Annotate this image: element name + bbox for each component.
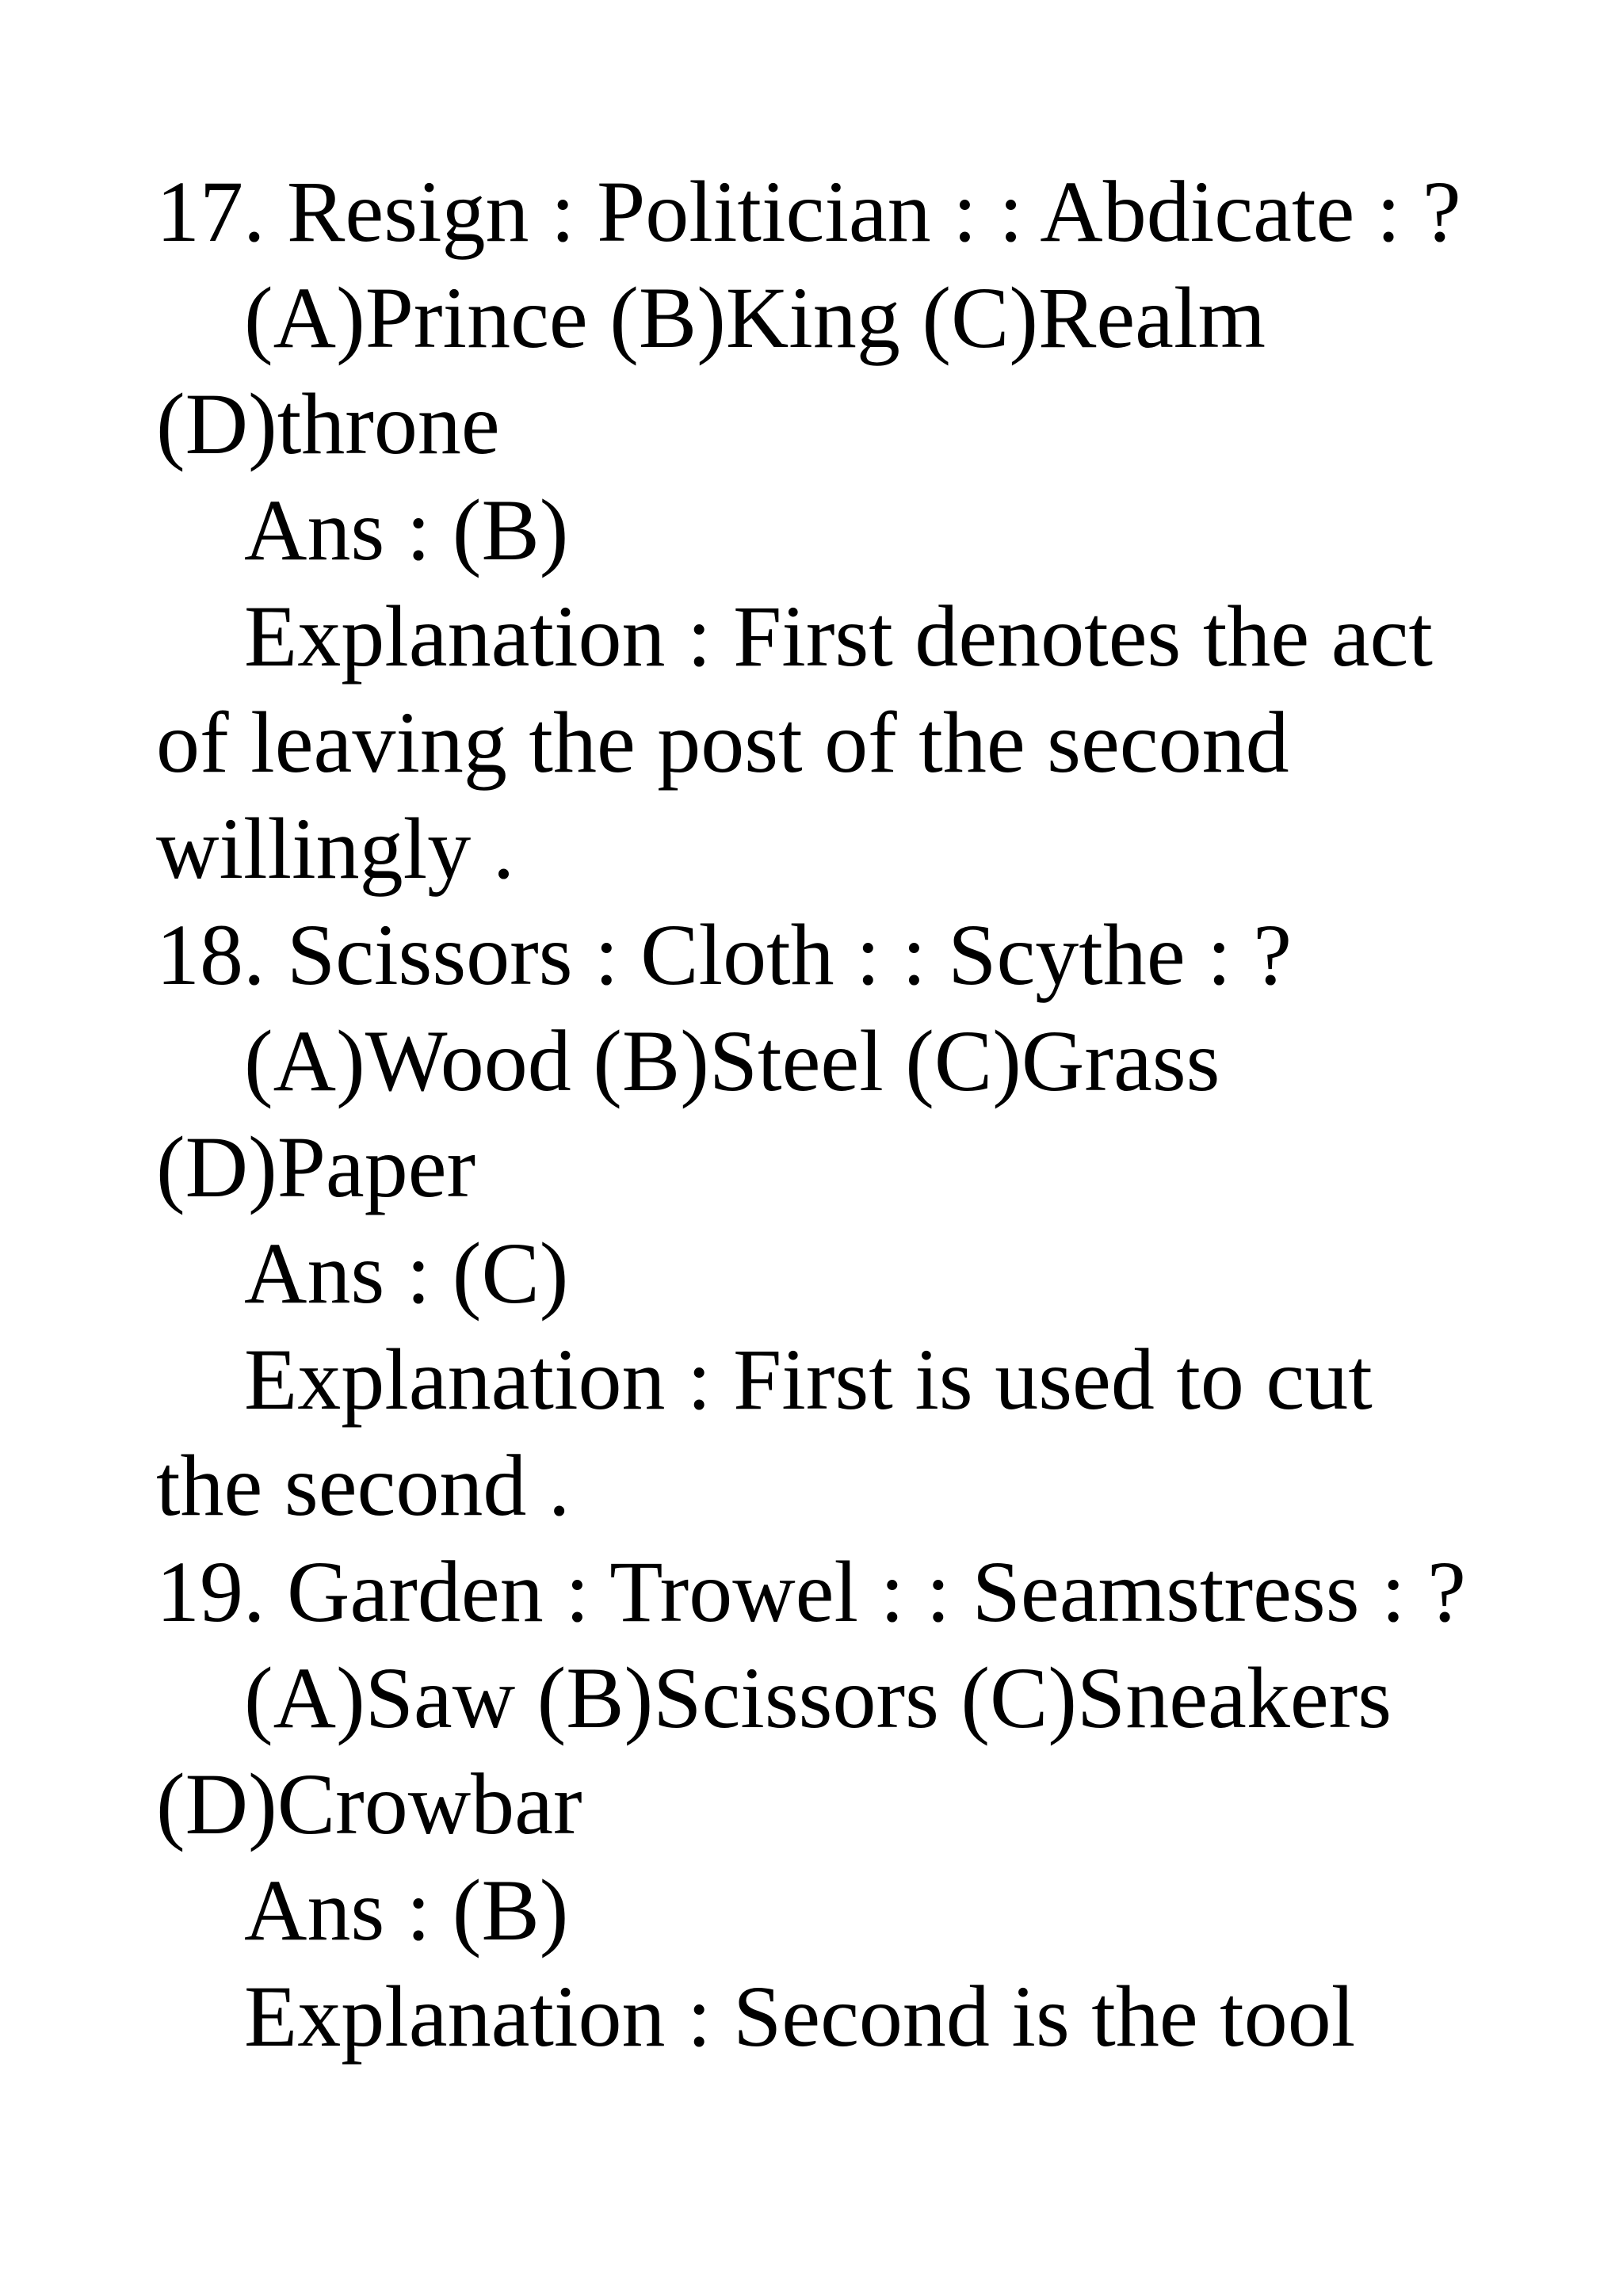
question-19-text: 19. Garden : Trowel : : Seamstress : ? <box>156 1543 1466 1640</box>
question-18-answer: Ans : (C) <box>244 1225 569 1322</box>
question-18-explanation: Explanation : First is used to cut <box>244 1331 1373 1428</box>
question-19-options: (A)Saw (B)Scissors (C)Sneakers <box>244 1650 1392 1746</box>
question-18-explanation-line: the second . <box>156 1437 571 1534</box>
question-18-options: (A)Wood (B)Steel (C)Grass <box>244 1013 1220 1109</box>
question-17-explanation: Explanation : First denotes the act <box>244 588 1433 685</box>
question-17-options: (A)Prince (B)King (C)Realm <box>244 269 1266 366</box>
question-19-explanation: Explanation : Second is the tool <box>244 1968 1356 2065</box>
question-18-options-continued: (D)Paper <box>156 1119 476 1215</box>
question-17-explanation-line: willingly . <box>156 800 515 897</box>
question-17-answer: Ans : (B) <box>244 482 569 578</box>
question-17-options-continued: (D)throne <box>156 376 500 472</box>
question-19-answer: Ans : (B) <box>244 1862 569 1958</box>
question-17-explanation-line: of leaving the post of the second <box>156 694 1289 791</box>
question-17-text: 17. Resign : Politician : : Abdicate : ? <box>156 163 1461 260</box>
question-19-options-continued: (D)Crowbar <box>156 1756 582 1852</box>
question-18-text: 18. Scissors : Cloth : : Scythe : ? <box>156 906 1293 1003</box>
